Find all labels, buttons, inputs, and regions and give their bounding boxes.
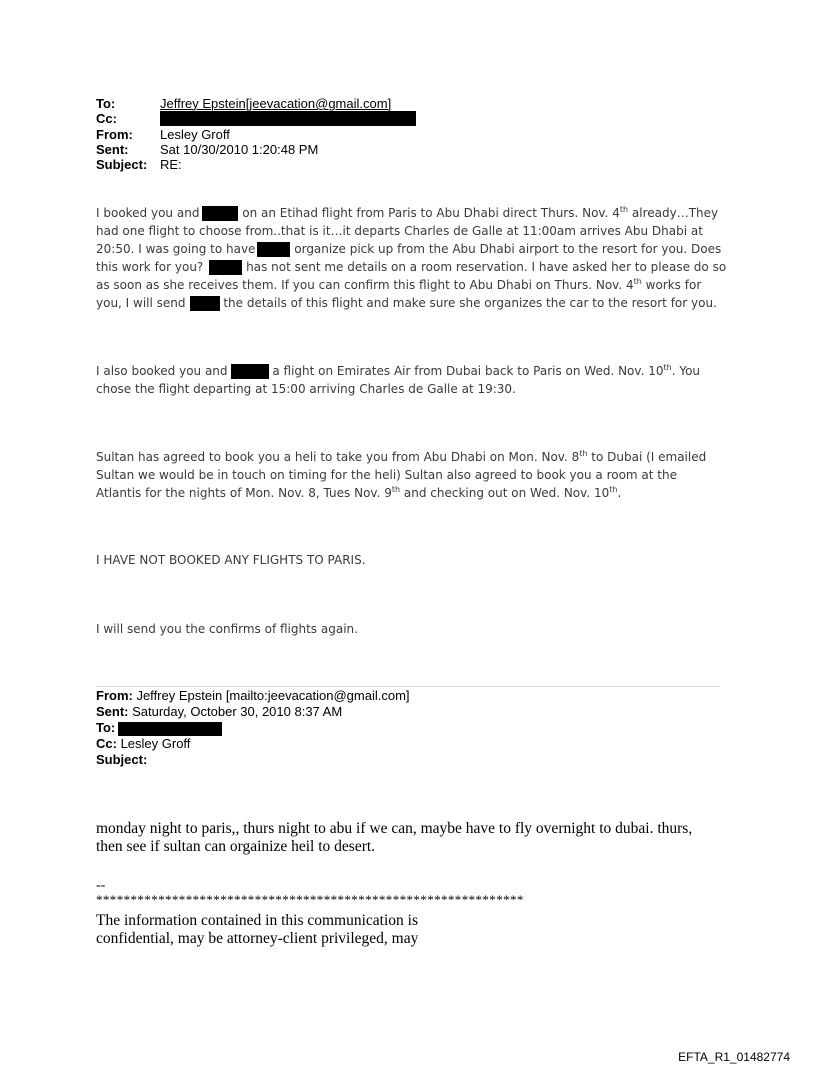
signature-dash: -- (96, 878, 106, 893)
original-line-1: monday night to paris,, thurs night to abu if we can, maybe have to fly overnight to dubai. thurs, (96, 820, 693, 837)
text-segment: I booked you and (96, 206, 200, 220)
text-segment: works for (641, 278, 702, 292)
sent-value: Saturday, October 30, 2010 8:37 AM (128, 704, 343, 719)
text-segment: Sultan has agreed to book you a heli to take you from Abu Dhabi on Mon. Nov. 8 (96, 450, 580, 464)
redaction-bar (231, 364, 269, 379)
redaction-bar (209, 260, 242, 275)
superscript: th (391, 485, 401, 494)
superscript: th (663, 363, 672, 372)
disclaimer-line-2: confidential, may be attorney-client privileged, may (96, 930, 419, 947)
text-line: chose the flight departing at 15:00 arriving Charles de Galle at 19:30. (96, 382, 516, 396)
body-paragraph-5: I will send you the confirms of flights again. (96, 622, 358, 636)
body-paragraph-4: I HAVE NOT BOOKED ANY FLIGHTS TO PARIS. (96, 553, 366, 567)
forwarded-subject (96, 752, 147, 768)
to-label: To: (96, 720, 116, 735)
text-line: had one flight to choose from..that is it…it departs Charles de Galle at 11:00am arrives Abu Dhabi at (96, 224, 703, 238)
text-line (96, 484, 736, 502)
text-segment: and checking out on Wed. Nov. 10 (400, 486, 610, 500)
cc-label: Cc: (96, 111, 117, 126)
from-value: Lesley Groff (160, 127, 230, 142)
text-line (96, 276, 736, 294)
original-line-2: then see if sultan can orgainize heil to desert. (96, 838, 376, 855)
subject-label: Subject: (96, 157, 148, 172)
redaction-bar (190, 296, 220, 311)
to-label: To: (96, 96, 116, 111)
redaction-bar (160, 111, 416, 126)
from-label: From: (96, 127, 133, 142)
text-segment: the details of this flight and make sure she organizes the car to the resort for you. (219, 296, 717, 310)
text-segment: . You (671, 364, 701, 378)
body-paragraph-2 (96, 362, 736, 398)
text-line (96, 362, 736, 380)
cc-value: Lesley Groff (116, 736, 191, 751)
text-segment: you, I will send (96, 296, 186, 310)
superscript: th (633, 277, 642, 286)
text-segment: already…They (628, 206, 719, 220)
redaction-bar (202, 206, 238, 221)
from-value: Jeffrey Epstein [mailto:jeevacation@gmail.com] (132, 688, 410, 703)
text-line (96, 204, 736, 222)
text-line (96, 240, 736, 258)
text-segment: Atlantis for the nights of Mon. Nov. 8, Tues Nov. 9 (96, 486, 392, 500)
text-segment: has not sent me details on a room reservation. I have asked her to please do so (242, 260, 727, 274)
forwarded-cc (96, 736, 190, 752)
text-line: Sultan we would be in touch on timing for the heli) Sultan also agreed to book you a room at the (96, 468, 677, 482)
forwarded-to (96, 720, 222, 736)
text-line (96, 258, 736, 276)
superscript: th (619, 205, 629, 214)
superscript: th (609, 485, 618, 494)
to-value: Jeffrey Epstein[jeevacation@gmail.com] (160, 96, 392, 111)
text-segment: a flight on Emirates Air from Dubai back to Paris on Wed. Nov. 10 (268, 364, 664, 378)
sent-label: Sent: (96, 704, 129, 719)
subject-value: RE: (160, 157, 182, 172)
redaction-bar (118, 722, 222, 736)
text-segment: 20:50. I was going to have (96, 242, 256, 256)
text-segment: to Dubai (I emailed (587, 450, 707, 464)
from-label: From: (96, 688, 133, 703)
separator-line (96, 686, 720, 687)
superscript: th (579, 449, 588, 458)
text-line (96, 294, 736, 312)
cc-label: Cc: (96, 736, 117, 751)
body-paragraph-3 (96, 448, 736, 502)
disclaimer-line-1: The information contained in this communication is (96, 912, 418, 929)
sent-value: Sat 10/30/2010 1:20:48 PM (160, 142, 319, 157)
sent-label: Sent: (96, 142, 129, 157)
text-segment: I also booked you and (96, 364, 228, 378)
text-segment: organize pick up from the Abu Dhabi airport to the resort for you. Does (290, 242, 722, 256)
text-segment: on an Etihad flight from Paris to Abu Dhabi direct Thurs. Nov. 4 (238, 206, 620, 220)
text-segment: as soon as she receives them. If you can confirm this flight to Abu Dhabi on Thurs. Nov. 4 (96, 278, 634, 292)
redaction-bar (257, 242, 290, 257)
text-segment: this work for you? (96, 260, 204, 274)
forwarded-sent (96, 704, 342, 720)
body-paragraph-1 (96, 204, 736, 312)
text-line (96, 448, 736, 466)
forwarded-from (96, 688, 410, 704)
signature-stars: ************************************************************** (96, 892, 524, 907)
document-id: EFTA_R1_01482774 (678, 1050, 790, 1064)
subject-label: Subject: (96, 752, 148, 767)
text-segment: . (617, 486, 622, 500)
